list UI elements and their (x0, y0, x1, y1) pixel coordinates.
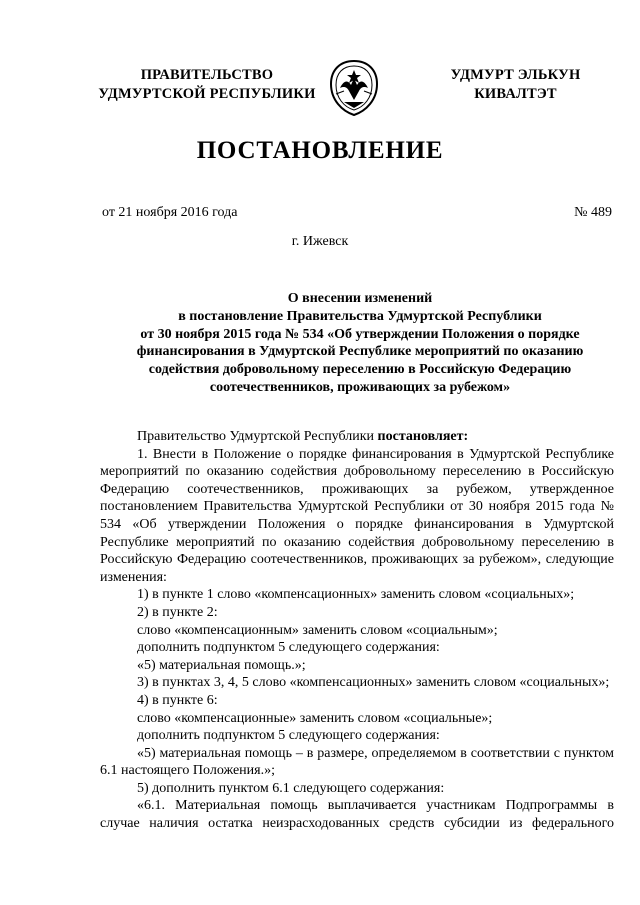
item-2b: дополнить подпунктом 5 следующего содержания: (137, 640, 440, 656)
item-2: 2) в пункте 2: (137, 604, 218, 620)
subject-line: в постановление Правительства Удмуртской Республики (178, 308, 542, 324)
item-4b: дополнить подпунктом 5 следующего содержания: (137, 728, 440, 744)
document-number: № 489 (574, 205, 612, 220)
document-date: от 21 ноября 2016 года (102, 205, 238, 220)
item-3: 3) в пунктах 3, 4, 5 слово «компенсационных» заменить словом «социальных»; (137, 675, 610, 691)
coat-of-arms-icon (326, 58, 382, 118)
intro-text: Правительство Удмуртской Республики (137, 429, 378, 444)
document-subject (100, 290, 620, 397)
subject-line: соотечественников, проживающих за рубежом» (209, 379, 511, 395)
header-right-line2: КИВАЛТЭТ (474, 86, 557, 102)
item-2a: слово «компенсационным» заменить словом «социальным»; (137, 622, 498, 638)
item-2c: «5) материальная помощь.»; (137, 657, 306, 673)
document-city: г. Ижевск (291, 234, 349, 249)
header-left (82, 66, 332, 104)
header-left-line1: ПРАВИТЕЛЬСТВО (140, 67, 274, 83)
subject-line: от 30 ноября 2015 года № 534 «Об утверждении Положения о порядке (140, 326, 580, 342)
item-5a: «6.1. Материальная помощь выплачивается участникам Подпрограммы в случае наличия остатка неизрасходованных средств субсидии из федерального (100, 798, 614, 832)
item-4a: слово «компенсационные» заменить словом «социальные»; (137, 710, 493, 726)
subject-line: О внесении изменений (287, 291, 433, 306)
document-title: ПОСТАНОВЛЕНИЕ (196, 137, 444, 164)
item-5: 5) дополнить пунктом 6.1 следующего содержания: (137, 780, 445, 796)
item-4c: «5) материальная помощь – в размере, определяемом в соответствии с пунктом 6.1 настоящего Положения.»; (100, 745, 614, 779)
header-left-line2: УДМУРТСКОЙ РЕСПУБЛИКИ (98, 86, 316, 102)
header-right-line1: УДМУРТ ЭЛЬКУН (450, 67, 581, 83)
intro-paragraph (100, 428, 614, 446)
paragraph-1: 1. Внести в Положение о порядке финансирования в Удмуртской Республике мероприятий по оказанию содействия добровольному переселению в Российскую Федерацию соотечественников, проживающих за рубежом, утвержденное постановлением Правительства Удмуртской Республики от 30 ноября 2015 года № 534 «Об утверждении Положения о порядке финансирования в Удмуртской Республике мероприятий по оказанию содействия добровольному переселению в Российскую Федерацию соотечественников, проживающих за рубежом», следующие изменения: (100, 446, 614, 585)
header-right (418, 66, 613, 104)
item-1: 1) в пункте 1 слово «компенсационных» заменить словом «социальных»; (137, 587, 575, 603)
subject-line: содействия добровольному переселению в Российскую Федерацию (148, 362, 572, 378)
document-body (100, 428, 614, 833)
item-4: 4) в пункте 6: (137, 692, 218, 708)
intro-bold: постановляет: (377, 429, 469, 444)
subject-line: финансирования в Удмуртской Республике мероприятий по оказанию (136, 344, 584, 360)
